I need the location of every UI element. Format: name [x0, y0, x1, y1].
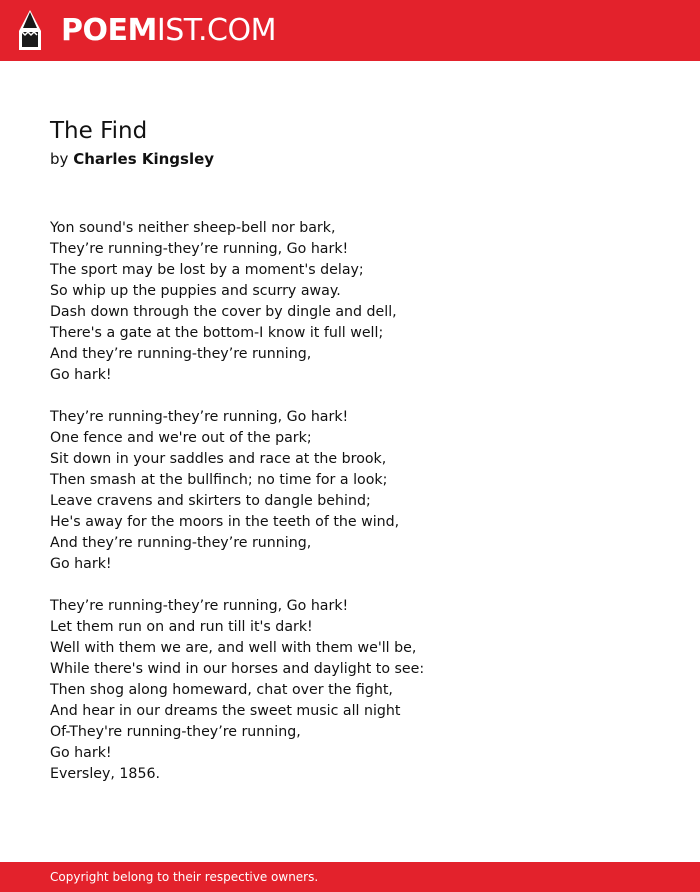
logo-bold-text: POEM — [61, 13, 157, 48]
poem-line: While there's wind in our horses and daylight to see: — [50, 661, 425, 677]
site-footer — [0, 862, 700, 892]
site-logo[interactable] — [61, 13, 276, 49]
poem-line: And they’re running-they’re running, — [50, 535, 312, 551]
copyright-text: Copyright belong to their respective owners. — [50, 870, 319, 884]
poem-line: Yon sound's neither sheep-bell nor bark, — [50, 220, 336, 236]
poem-line: Leave cravens and skirters to dangle behind; — [50, 493, 371, 509]
poem-line: Go hark! — [50, 367, 112, 383]
poem-line: And they’re running-they’re running, — [50, 346, 312, 362]
poem-line: So whip up the puppies and scurry away. — [50, 283, 341, 299]
poem-line: Then smash at the bullfinch; no time for a look; — [50, 472, 388, 488]
poem-line: Of-They're running-they’re running, — [50, 724, 301, 740]
poem-stanza — [50, 218, 650, 386]
poem-stanza — [50, 407, 650, 575]
poem-line: Well with them we are, and well with them we'll be, — [50, 640, 417, 656]
byline — [50, 148, 214, 170]
poem-line: Go hark! — [50, 745, 112, 761]
poem-line: Eversley, 1856. — [50, 766, 161, 782]
pencil-tip-icon[interactable] — [18, 9, 42, 51]
poem-line: Sit down in your saddles and race at the brook, — [50, 451, 387, 467]
poem-line: There's a gate at the bottom-I know it full well; — [50, 325, 384, 341]
poem-line: One fence and we're out of the park; — [50, 430, 312, 446]
poem-stanza — [50, 596, 650, 785]
poem-line: They’re running-they’re running, Go hark! — [50, 409, 349, 425]
poem-line: And hear in our dreams the sweet music all night — [50, 703, 401, 719]
poem-body — [50, 218, 650, 806]
poem-title: The Find — [50, 118, 148, 144]
poem-line: Let them run on and run till it's dark! — [50, 619, 313, 635]
poem-line: Dash down through the cover by dingle and dell, — [50, 304, 397, 320]
poem-line: They’re running-they’re running, Go hark! — [50, 241, 349, 257]
poem-line: The sport may be lost by a moment's delay; — [50, 262, 364, 278]
author-name: Charles Kingsley — [73, 150, 215, 168]
logo-thin-text: IST.COM — [156, 13, 276, 48]
poem-line: He's away for the moors in the teeth of the wind, — [50, 514, 400, 530]
by-label: by — [50, 150, 69, 168]
poem-line: Go hark! — [50, 556, 112, 572]
site-header — [0, 0, 700, 61]
poem-line: They’re running-they’re running, Go hark! — [50, 598, 349, 614]
poem-line: Then shog along homeward, chat over the fight, — [50, 682, 393, 698]
